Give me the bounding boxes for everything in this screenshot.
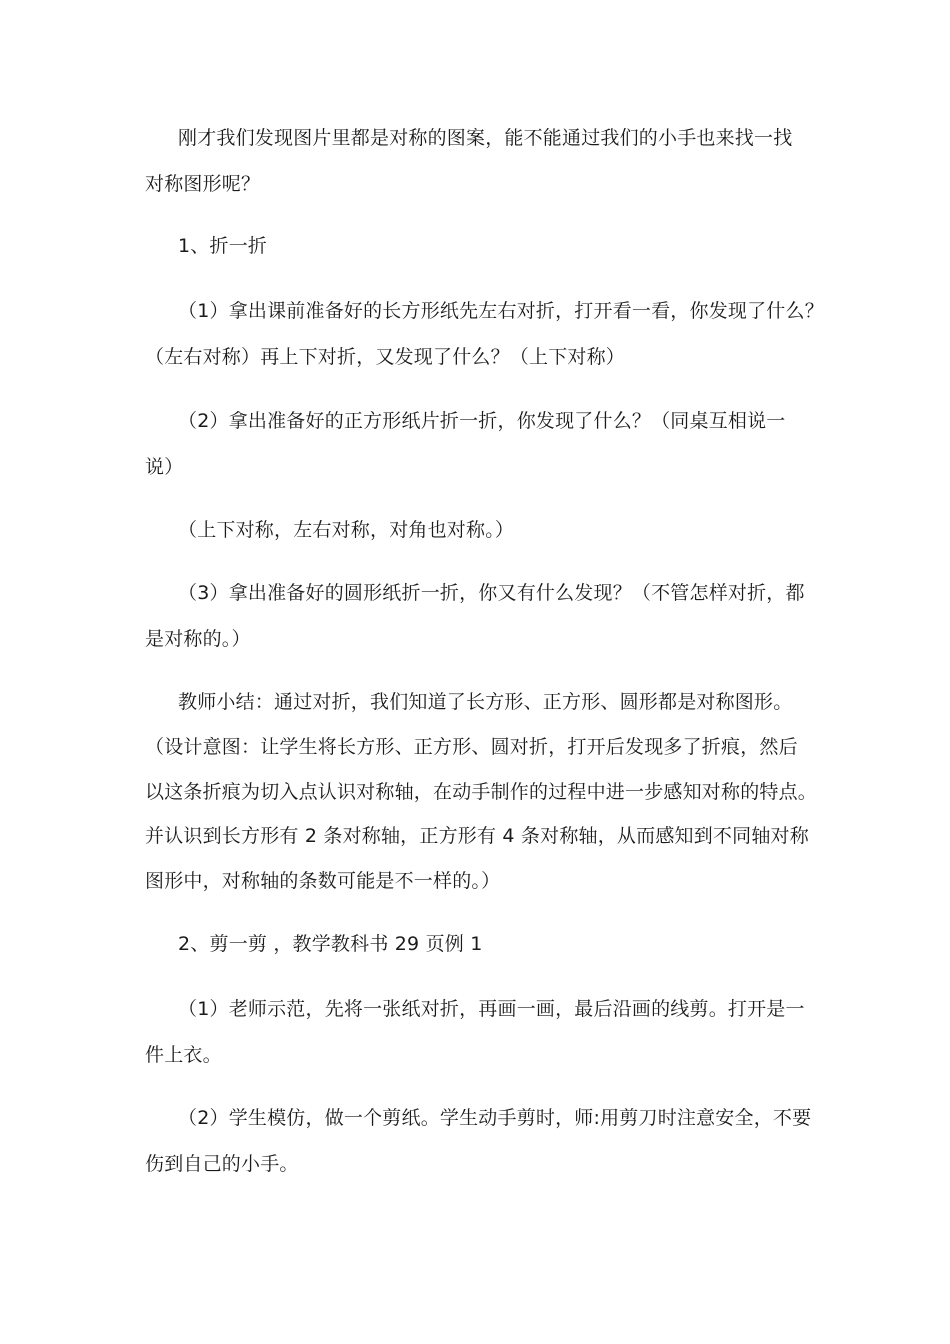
paragraph-line: 说） <box>145 456 184 478</box>
paragraph-line: 以这条折痕为切入点认识对称轴，在动手制作的过程中进一步感知对称的特点。 <box>145 781 818 803</box>
paragraph-line: （上下对称，左右对称，对角也对称。） <box>178 519 515 541</box>
paragraph-line: （2）学生模仿，做一个剪纸。学生动手剪时，师:用剪刀时注意安全，不要 <box>178 1107 812 1129</box>
paragraph-line: （1）老师示范，先将一张纸对折，再画一画，最后沿画的线剪。打开是一 <box>178 998 805 1020</box>
paragraph-line: （2）拿出准备好的正方形纸片折一折，你发现了什么？（同桌互相说一 <box>178 410 786 432</box>
paragraph-line: （左右对称）再上下对折，又发现了什么？（上下对称） <box>145 346 626 368</box>
paragraph-line: 对称图形呢？ <box>145 173 261 195</box>
paragraph-line: （1）拿出课前准备好的长方形纸先左右对折，打开看一看，你发现了什么？ <box>178 300 824 322</box>
paragraph-line: 伤到自己的小手。 <box>145 1153 299 1175</box>
paragraph-line: 并认识到长方形有 2 条对称轴，正方形有 4 条对称轴，从而感知到不同轴对称 <box>145 825 809 847</box>
paragraph-line: （设计意图：让学生将长方形、正方形、圆对折，打开后发现多了折痕，然后 <box>145 736 798 758</box>
paragraph-line: 是对称的。） <box>145 628 251 650</box>
paragraph-line: 刚才我们发现图片里都是对称的图案，能不能通过我们的小手也来找一找 <box>178 127 793 149</box>
section-heading: 1、折一折 <box>178 235 268 257</box>
paragraph-line: （3）拿出准备好的圆形纸折一折，你又有什么发现？（不管怎样对折，都 <box>178 582 805 604</box>
section-heading: 2、剪一剪 ，教学教科书 29 页例 1 <box>178 933 483 955</box>
paragraph-line: 件上衣。 <box>145 1044 222 1066</box>
paragraph-line: 图形中，对称轴的条数可能是不一样的。） <box>145 870 501 892</box>
paragraph-line: 教师小结：通过对折，我们知道了长方形、正方形、圆形都是对称图形。 <box>178 691 793 713</box>
